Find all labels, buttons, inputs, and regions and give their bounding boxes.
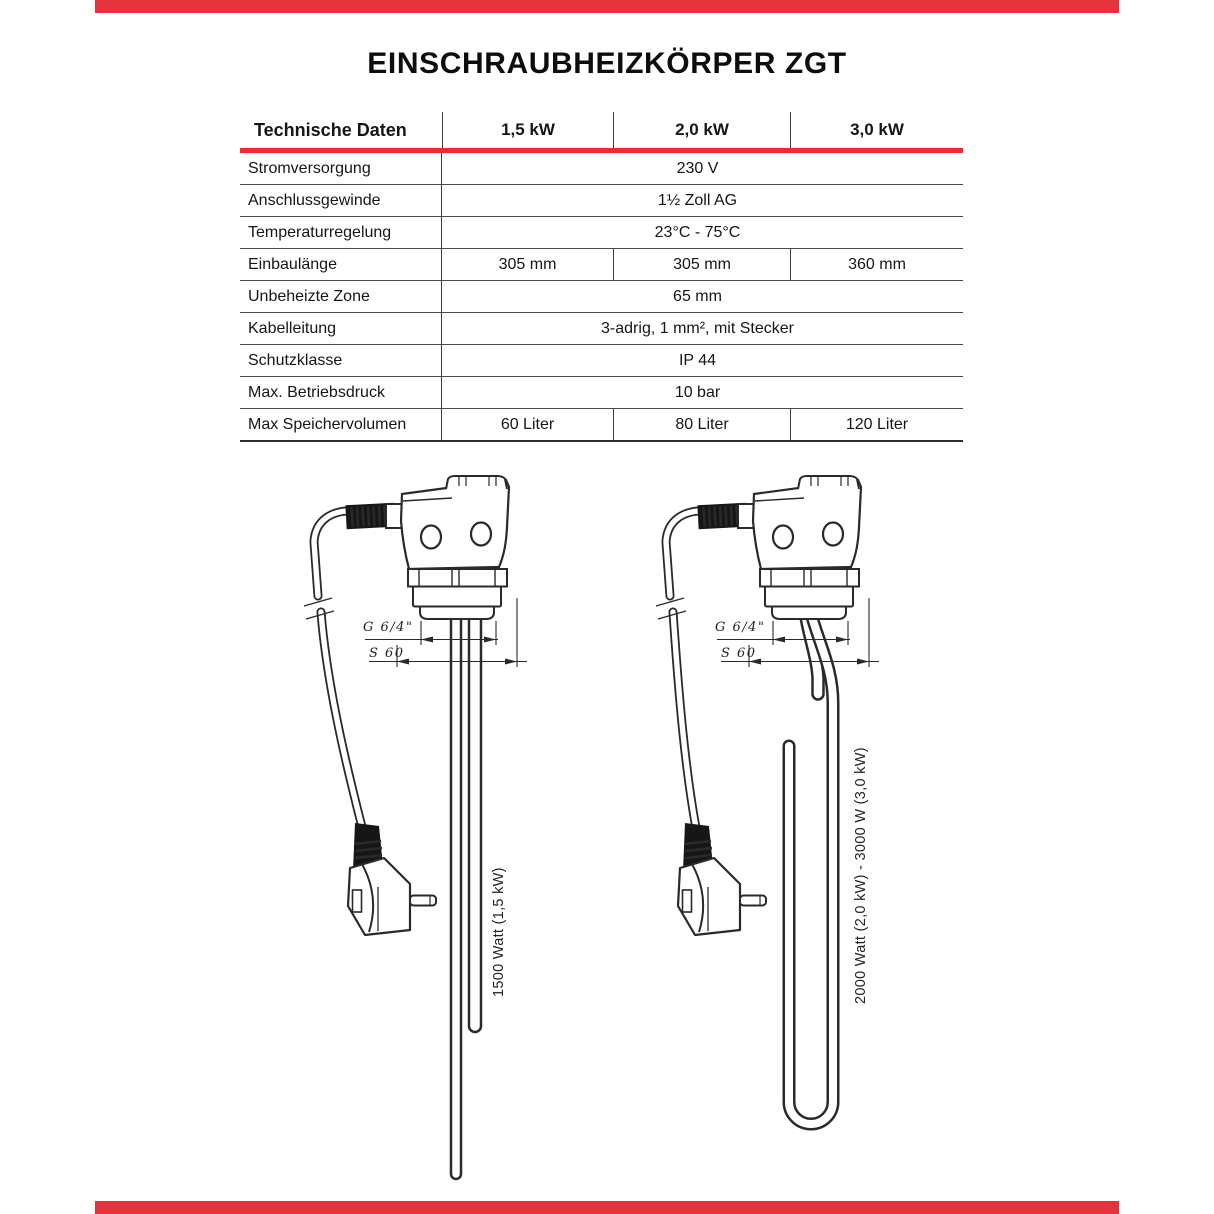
header-col-1-5kw: 1,5 kW: [442, 112, 613, 148]
row-label: Temperaturregelung: [240, 217, 442, 248]
row-value-3-0kw: 360 mm: [790, 249, 963, 280]
header-label-col: Technische Daten: [254, 119, 407, 140]
row-value-1-5kw: 60 Liter: [500, 415, 555, 433]
row-value: 1½ Zoll AG: [657, 191, 738, 209]
row-label: Kabelleitung: [240, 313, 442, 344]
page-title: EINSCHRAUBHEIZKÖRPER ZGT: [367, 47, 847, 80]
drawing-right-2-3kw: [656, 476, 879, 1124]
row-label: Unbeheizte Zone: [240, 281, 442, 312]
thread-dim-label-right: G 6/4": [715, 620, 766, 635]
row-label: Schutzklasse: [240, 345, 442, 376]
row-value: 10 bar: [674, 383, 721, 401]
row-value-1-5kw: 305 mm: [498, 255, 557, 273]
row-label: Stromversorgung: [240, 153, 442, 184]
row-label: Einbaulänge: [240, 249, 442, 280]
power-label-right: 2000 Watt (2,0 kW) - 3000 W (3,0 kW): [853, 747, 869, 1004]
row-label: Max. Betriebsdruck: [240, 377, 442, 408]
power-label-left: 1500 Watt (1,5 kW): [491, 867, 507, 997]
row-value-2-0kw: 80 Liter: [613, 409, 790, 440]
header-col-3-0kw: 3,0 kW: [790, 112, 963, 148]
row-label: Max Speichervolumen: [240, 409, 442, 440]
row-value: 23°C - 75°C: [654, 223, 741, 241]
row-value-3-0kw: 120 Liter: [790, 409, 963, 440]
row-value-2-0kw: 305 mm: [613, 249, 790, 280]
wrench-dim-label-right: S 60: [721, 646, 757, 661]
row-value: 65 mm: [673, 287, 722, 305]
header-col-2-0kw: 2,0 kW: [613, 112, 790, 148]
drawing-left-1-5kw: [304, 476, 527, 1174]
row-value: 230 V: [676, 159, 719, 177]
thread-dim-label-left: G 6/4": [363, 620, 414, 635]
row-value: IP 44: [678, 351, 717, 369]
wrench-dim-label-left: S 60: [369, 646, 405, 661]
row-value: 3-adrig, 1 mm², mit Stecker: [601, 319, 794, 337]
row-label: Anschlussgewinde: [240, 185, 442, 216]
